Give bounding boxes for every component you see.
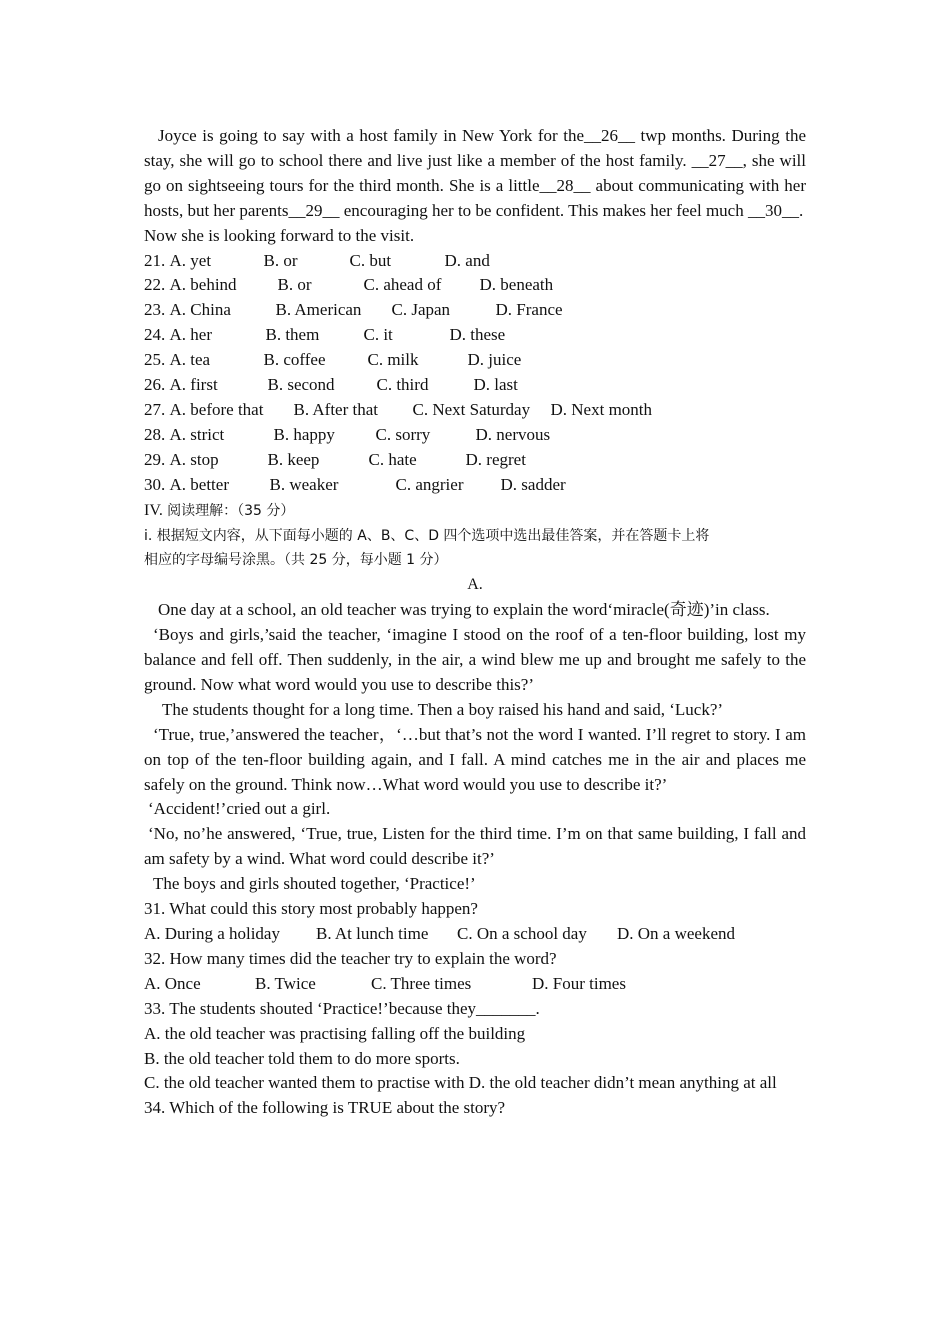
question-30 [144, 473, 806, 498]
option-c: C. sorry [375, 424, 431, 444]
option-b: B. or [263, 250, 298, 270]
cloze-paragraph: Joyce is going to say with a host family in New York for the__26__ twp months. During the stay, she will go to school there and live just like a member of the host family. __27__, she will go on sightseeing tours for the third month. She is a little__28__ about communicating with her hosts, but her parents__29__ encouraging her to be confident. This makes her feel much __30__. [144, 126, 806, 220]
option-c: C. Three times [371, 973, 472, 993]
option-c: C. but [349, 250, 392, 270]
question-29 [144, 448, 806, 473]
option-c: C. On a school day [457, 924, 587, 943]
passage-paragraph: One day at a school, an old teacher was trying to explain the word‘miracle(奇迹)’in class. [158, 600, 770, 620]
option-d: D. these [449, 325, 506, 345]
option-d: D. beneath [479, 275, 554, 295]
question-stem: 33. The students shouted ‘Practice!’because they_______. [144, 998, 540, 1018]
question-number: 25. [144, 350, 166, 370]
option-d: D. juice [467, 350, 522, 370]
question-23 [144, 298, 806, 323]
question-25 [144, 348, 806, 373]
passage-label: A. [467, 576, 483, 594]
option-c: C. angrier [395, 474, 464, 494]
section-heading [144, 498, 806, 524]
option-c: C. Japan [391, 300, 451, 320]
option-a: A. behind [169, 275, 237, 295]
option-d: D. sadder [500, 474, 566, 494]
passage-paragraph: The boys and girls shouted together, ‘Practice!’ [153, 874, 476, 894]
cloze-paragraph: Now she is looking forward to the visit. [144, 225, 415, 245]
question-number: 26. [144, 375, 166, 395]
section-instruction: i. 根据短文内容，从下面每小题的 A、B、C、D 四个选项中选出最佳答案，并在答题卡上将 [144, 527, 710, 544]
option-b: B. them [265, 325, 320, 345]
question-28 [144, 423, 806, 448]
passage-paragraph: ‘Accident!’cried out a girl. [148, 799, 331, 819]
option-d: D. On a weekend [617, 924, 736, 943]
option-a: A. Once [144, 973, 201, 993]
option-c: C. hate [368, 449, 417, 469]
option-d: D. Four times [532, 973, 626, 993]
option-a: A. the old teacher was practising falling off the building [144, 1023, 526, 1043]
question-stem: 34. Which of the following is TRUE about the story? [144, 1098, 506, 1118]
option-b: B. or [277, 275, 312, 295]
option-c: C. ahead of [363, 275, 442, 295]
question-number: 30. [144, 474, 166, 494]
option-a: A. tea [169, 350, 211, 370]
question-number: 23. [144, 300, 166, 320]
option-a: A. first [169, 375, 218, 395]
option-d: D. nervous [475, 424, 551, 444]
option-c: C. milk [367, 350, 419, 370]
option-a: A. China [169, 300, 231, 320]
option-b: B. weaker [269, 474, 339, 494]
passage-paragraph: ‘Boys and girls,’said the teacher, ‘imagine I stood on the roof of a ten-floor building, lost my balance and fell off. Then suddenly, in the air, a wind blew me up and brought me safely to the ground. Now what word would you use to describe this?’ [144, 625, 806, 694]
option-d: D. Next month [550, 399, 653, 419]
section-title: 阅读理解：（35 分） [167, 502, 295, 519]
passage-paragraph: ‘True, true,’answered the teacher，‘…but that’s not the word I wanted. I’ll regret to story. I am on top of the ten-floor building again, and I fall. A mind catches me in the air and places me safely on the ground. Think now…What word would you use to describe it?’ [144, 724, 806, 794]
reading-questions [144, 897, 806, 1121]
question-number: 27. [144, 399, 166, 419]
passage-paragraph: ‘No, no’he answered, ‘True, true, Listen for the third time. I’m on that same building, I fall and am safety by a wind. What word could describe it?’ [144, 824, 806, 869]
passage-paragraph: The students thought for a long time. Then a boy raised his hand and said, ‘Luck?’ [162, 699, 724, 719]
question-number: 24. [144, 325, 166, 345]
option-d: D. and [444, 250, 490, 270]
option-c-d: C. the old teacher wanted them to practise with D. the old teacher didn’t mean anything at all [144, 1073, 777, 1093]
option-c: C. Next Saturday [412, 399, 531, 419]
option-b: B. the old teacher told them to do more sports. [144, 1048, 460, 1068]
option-a: A. before that [169, 399, 264, 419]
exam-page [144, 124, 806, 1121]
question-22 [144, 273, 806, 298]
option-a: A. her [169, 325, 212, 345]
question-26 [144, 373, 806, 398]
reading-passage [144, 598, 806, 897]
option-b: B. second [267, 375, 335, 395]
question-number: 21. [144, 250, 166, 270]
section-instruction: 相应的字母编号涂黑。（共 25 分，每小题 1 分） [144, 552, 448, 569]
cloze-passage [144, 124, 806, 249]
question-options [144, 922, 806, 947]
option-a: A. better [169, 474, 229, 494]
option-d: D. last [473, 375, 518, 395]
option-b: B. happy [273, 424, 335, 444]
option-c: C. third [376, 375, 429, 395]
option-a: A. stop [169, 449, 219, 469]
option-d: D. France [495, 300, 563, 320]
option-d: D. regret [465, 449, 526, 469]
question-24 [144, 323, 806, 348]
cloze-questions [144, 249, 806, 498]
question-number: 22. [144, 275, 166, 295]
question-stem: 32. How many times did the teacher try to explain the word? [144, 948, 557, 968]
question-options [144, 972, 806, 997]
option-a: A. During a holiday [144, 924, 280, 943]
option-b: B. keep [267, 449, 320, 469]
section-number: IV. [144, 501, 163, 519]
option-b: B. Twice [255, 973, 316, 993]
question-21 [144, 249, 806, 274]
question-27 [144, 398, 806, 423]
option-a: A. strict [169, 424, 225, 444]
option-b: B. At lunch time [316, 924, 429, 943]
option-b: B. coffee [263, 350, 326, 370]
option-c: C. it [363, 325, 393, 345]
question-number: 28. [144, 424, 166, 444]
question-stem: 31. What could this story most probably happen? [144, 899, 478, 919]
option-a: A. yet [169, 250, 212, 270]
option-b: B. American [275, 300, 362, 320]
option-b: B. After that [293, 399, 379, 419]
question-number: 29. [144, 449, 166, 469]
